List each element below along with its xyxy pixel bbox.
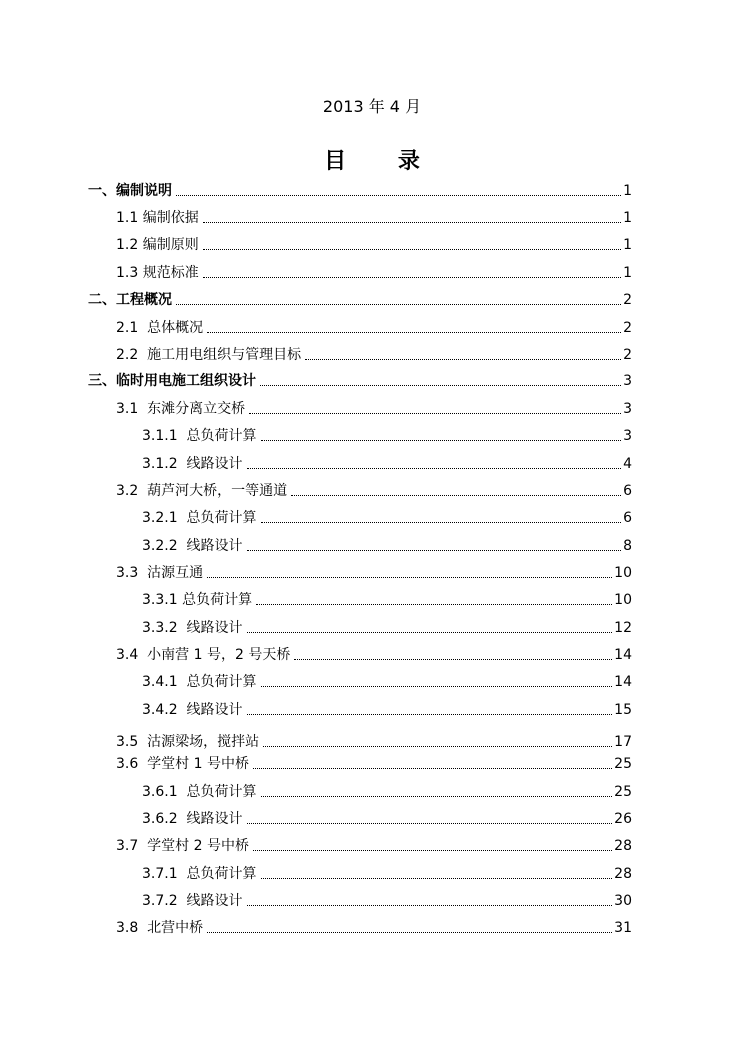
toc-leader-dots bbox=[203, 277, 621, 278]
toc-leader-dots bbox=[247, 632, 613, 633]
toc-entry[interactable] bbox=[142, 507, 632, 527]
toc-entry[interactable] bbox=[142, 617, 632, 637]
toc-entry[interactable] bbox=[116, 344, 632, 364]
toc-entry[interactable] bbox=[116, 234, 632, 254]
toc-entry-page: 17 bbox=[614, 734, 632, 750]
toc-entry[interactable] bbox=[116, 262, 632, 282]
toc-entry-page: 14 bbox=[614, 647, 632, 663]
toc-leader-dots bbox=[261, 440, 622, 441]
toc-entry-label: 3.6 学堂村 1 号中桥 bbox=[116, 756, 249, 772]
toc-entry[interactable] bbox=[116, 644, 632, 664]
toc-entry-page: 15 bbox=[614, 702, 632, 718]
toc-entry-page: 2 bbox=[623, 320, 632, 336]
toc-entry[interactable] bbox=[142, 535, 632, 555]
toc-entry-label: 3.3.1 总负荷计算 bbox=[142, 592, 253, 608]
toc-leader-dots bbox=[247, 905, 613, 906]
toc-leader-dots bbox=[207, 577, 612, 578]
toc-entry-label: 1.3 规范标准 bbox=[116, 265, 199, 281]
toc-leader-dots bbox=[247, 714, 613, 715]
toc-entry-label: 3.2.2 线路设计 bbox=[142, 538, 243, 554]
toc-entry-page: 28 bbox=[614, 838, 632, 854]
toc-leader-dots bbox=[249, 413, 621, 414]
toc-leader-dots bbox=[247, 550, 622, 551]
toc-entry-page: 3 bbox=[623, 401, 632, 417]
toc-entry[interactable] bbox=[116, 562, 632, 582]
toc-leader-dots bbox=[261, 878, 613, 879]
toc-entry-label: 一、编制说明 bbox=[88, 183, 172, 199]
toc-leader-dots bbox=[247, 823, 613, 824]
toc-entry-label: 3.4.2 线路设计 bbox=[142, 702, 243, 718]
toc-entry-label: 3.3.2 线路设计 bbox=[142, 620, 243, 636]
toc-entry-page: 2 bbox=[623, 347, 632, 363]
toc-entry-page: 6 bbox=[623, 510, 632, 526]
toc-entry[interactable] bbox=[116, 317, 632, 337]
toc-entry-page: 1 bbox=[623, 210, 632, 226]
toc-leader-dots bbox=[247, 468, 622, 469]
toc-entry-label: 二、工程概况 bbox=[88, 292, 172, 308]
toc-entry[interactable] bbox=[116, 917, 632, 937]
toc-entry[interactable] bbox=[142, 863, 632, 883]
toc-entry-label: 3.5 沽源梁场，搅拌站 bbox=[116, 734, 260, 750]
toc-entry-page: 31 bbox=[614, 920, 632, 936]
toc-entry-page: 1 bbox=[623, 183, 632, 199]
toc-entry-page: 14 bbox=[614, 674, 632, 690]
toc-entry-page: 25 bbox=[614, 756, 632, 772]
toc-leader-dots bbox=[261, 796, 613, 797]
toc-leader-dots bbox=[176, 304, 621, 305]
toc-entry[interactable] bbox=[116, 753, 632, 773]
toc-entry-page: 28 bbox=[614, 866, 632, 882]
toc-leader-dots bbox=[305, 359, 621, 360]
toc-entry[interactable] bbox=[116, 480, 632, 500]
toc-entry[interactable] bbox=[142, 699, 632, 719]
toc-leader-dots bbox=[263, 746, 612, 747]
toc-entry-page: 30 bbox=[614, 893, 632, 909]
toc-entry-page: 3 bbox=[623, 373, 632, 389]
toc-entry[interactable] bbox=[142, 425, 632, 445]
toc-leader-dots bbox=[207, 932, 612, 933]
toc-entry[interactable] bbox=[142, 453, 632, 473]
toc-leader-dots bbox=[176, 195, 621, 196]
toc-entry[interactable] bbox=[116, 207, 632, 227]
toc-entry-page: 6 bbox=[623, 483, 632, 499]
toc-entry[interactable] bbox=[142, 781, 632, 801]
toc-entry-label: 3.1.2 线路设计 bbox=[142, 456, 243, 472]
toc-entry[interactable] bbox=[88, 180, 632, 200]
toc-leader-dots bbox=[203, 222, 621, 223]
toc-entry-label: 1.2 编制原则 bbox=[116, 237, 199, 253]
toc-entry-page: 10 bbox=[614, 565, 632, 581]
toc-title: 目 录 bbox=[324, 149, 442, 174]
toc-leader-dots bbox=[294, 659, 612, 660]
toc-entry-page: 2 bbox=[623, 292, 632, 308]
toc-entry-label: 3.3 沽源互通 bbox=[116, 565, 204, 581]
toc-entry-page: 3 bbox=[623, 428, 632, 444]
toc-entry[interactable] bbox=[116, 731, 632, 751]
toc-entry-label: 3.6.2 线路设计 bbox=[142, 811, 243, 827]
toc-entry-page: 25 bbox=[614, 784, 632, 800]
toc-entry-label: 3.7.2 线路设计 bbox=[142, 893, 243, 909]
toc-entry-label: 3.2 葫芦河大桥，一等通道 bbox=[116, 483, 288, 499]
toc-entry[interactable] bbox=[88, 370, 632, 390]
toc-entry-page: 12 bbox=[614, 620, 632, 636]
toc-leader-dots bbox=[207, 332, 621, 333]
toc-entry[interactable] bbox=[142, 589, 632, 609]
toc-entry-page: 8 bbox=[623, 538, 632, 554]
toc-entry-label: 2.2 施工用电组织与管理目标 bbox=[116, 347, 302, 363]
document-date: 2013 年 4 月 bbox=[322, 97, 422, 116]
toc-entry-label: 3.7.1 总负荷计算 bbox=[142, 866, 257, 882]
toc-leader-dots bbox=[256, 604, 612, 605]
toc-entry-label: 3.1 东滩分离立交桥 bbox=[116, 401, 246, 417]
toc-leader-dots bbox=[291, 495, 621, 496]
toc-leader-dots bbox=[261, 522, 622, 523]
toc-leader-dots bbox=[253, 768, 612, 769]
toc-entry-page: 1 bbox=[623, 265, 632, 281]
toc-entry-page: 4 bbox=[623, 456, 632, 472]
toc-entry-label: 3.7 学堂村 2 号中桥 bbox=[116, 838, 249, 854]
toc-entry[interactable] bbox=[142, 671, 632, 691]
toc-entry-label: 2.1 总体概况 bbox=[116, 320, 204, 336]
toc-entry-label: 三、临时用电施工组织设计 bbox=[88, 373, 256, 389]
toc-entry-label: 3.1.1 总负荷计算 bbox=[142, 428, 257, 444]
toc-entry-page: 26 bbox=[614, 811, 632, 827]
toc-entry-label: 3.4.1 总负荷计算 bbox=[142, 674, 257, 690]
toc-leader-dots bbox=[261, 686, 613, 687]
toc-entry[interactable] bbox=[142, 808, 632, 828]
toc-entry-label: 3.6.1 总负荷计算 bbox=[142, 784, 257, 800]
toc-entry-page: 10 bbox=[614, 592, 632, 608]
toc-entry[interactable] bbox=[142, 890, 632, 910]
toc-leader-dots bbox=[260, 385, 621, 386]
toc-entry-page: 1 bbox=[623, 237, 632, 253]
toc-entry-label: 3.4 小南营 1 号，2 号天桥 bbox=[116, 647, 291, 663]
toc-entry-label: 3.2.1 总负荷计算 bbox=[142, 510, 257, 526]
toc-entry[interactable] bbox=[116, 398, 632, 418]
toc-leader-dots bbox=[203, 249, 621, 250]
toc-entry[interactable] bbox=[88, 289, 632, 309]
toc-leader-dots bbox=[253, 850, 612, 851]
toc-entry-label: 3.8 北营中桥 bbox=[116, 920, 204, 936]
toc-entry-label: 1.1 编制依据 bbox=[116, 210, 199, 226]
toc-entry[interactable] bbox=[116, 835, 632, 855]
